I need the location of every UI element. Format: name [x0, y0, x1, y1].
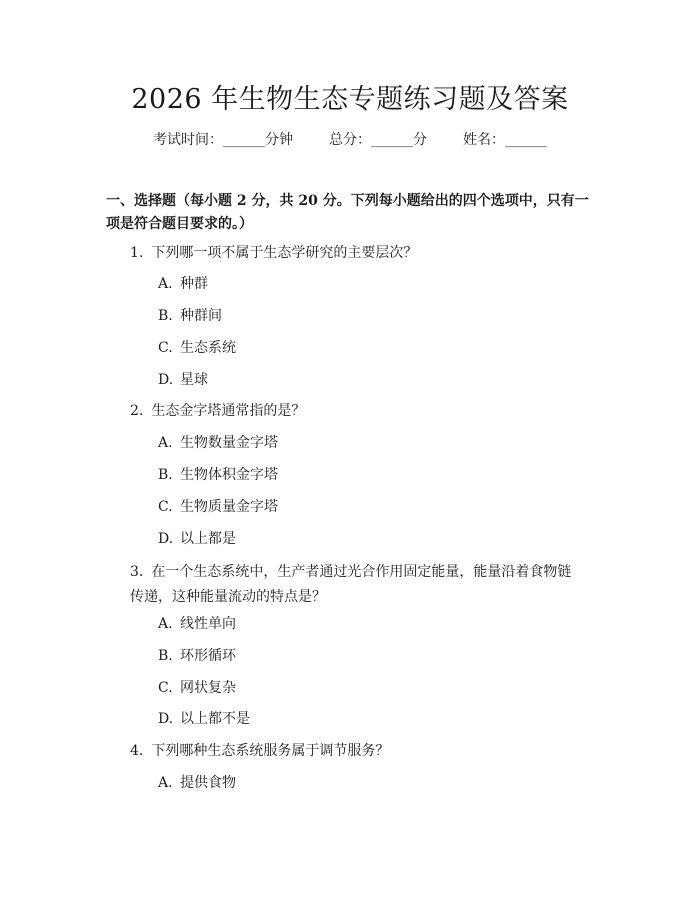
question-text: 在一个生态系统中，生产者通过光合作用固定能量，能量沿着食物链传递，这种能量流动的特点是？ — [130, 564, 572, 605]
option-letter: B. — [158, 308, 173, 324]
section-heading: 一、选择题（每小题 2 分，共 20 分。下列每小题给出的四个选项中，只有一项是符合题目要求的。） — [106, 193, 589, 232]
option-text: 线性单向 — [180, 616, 236, 632]
option-2a — [158, 432, 278, 454]
option-2d — [158, 528, 236, 550]
option-1b — [158, 305, 222, 327]
question-number: 4. — [130, 743, 144, 759]
option-3c — [158, 677, 236, 699]
option-1a — [158, 273, 208, 295]
option-text: 星球 — [180, 372, 208, 388]
option-letter: D. — [158, 372, 174, 388]
question-text: 生态金字塔通常指的是？ — [151, 403, 306, 419]
option-4a — [158, 772, 236, 794]
option-text: 环形循环 — [180, 648, 236, 664]
option-1d — [158, 369, 208, 391]
option-text: 生态系统 — [180, 340, 236, 356]
exam-time-field: 考试时间：______分钟 — [153, 132, 293, 148]
option-text: 生物质量金字塔 — [180, 499, 278, 515]
question-2 — [130, 400, 305, 422]
option-letter: A. — [158, 276, 173, 292]
option-text: 种群 — [180, 276, 208, 292]
option-text: 提供食物 — [180, 775, 236, 791]
option-letter: B. — [158, 467, 173, 483]
question-number: 3. — [130, 564, 144, 580]
question-number: 1. — [130, 245, 144, 261]
option-letter: D. — [158, 711, 174, 727]
option-text: 以上都不是 — [180, 711, 250, 727]
question-3 — [130, 560, 580, 610]
option-letter: C. — [158, 499, 173, 515]
option-text: 生物体积金字塔 — [180, 467, 278, 483]
exam-info-row — [0, 130, 700, 150]
option-text: 网状复杂 — [180, 680, 236, 696]
option-text: 生物数量金字塔 — [180, 435, 278, 451]
option-letter: A. — [158, 435, 173, 451]
question-text: 下列哪一项不属于生态学研究的主要层次？ — [151, 245, 418, 261]
option-2c — [158, 496, 278, 518]
option-letter: A. — [158, 775, 173, 791]
option-2b — [158, 464, 278, 486]
option-letter: C. — [158, 340, 173, 356]
option-letter: D. — [158, 531, 174, 547]
option-3d — [158, 708, 250, 730]
option-text: 以上都是 — [180, 531, 236, 547]
question-text: 下列哪种生态系统服务属于调节服务？ — [151, 743, 390, 759]
option-letter: C. — [158, 680, 173, 696]
question-4 — [130, 740, 389, 762]
option-1c — [158, 337, 236, 359]
name-field: 姓名：______ — [463, 132, 547, 148]
option-text: 种群间 — [180, 308, 222, 324]
option-letter: B. — [158, 648, 173, 664]
question-1 — [130, 242, 417, 264]
option-3b — [158, 645, 236, 667]
option-letter: A. — [158, 616, 173, 632]
question-number: 2. — [130, 403, 144, 419]
total-score-field: 总分：______分 — [329, 132, 427, 148]
option-3a — [158, 613, 236, 635]
page-title: 2026 年生物生态专题练习题及答案 — [131, 84, 569, 115]
